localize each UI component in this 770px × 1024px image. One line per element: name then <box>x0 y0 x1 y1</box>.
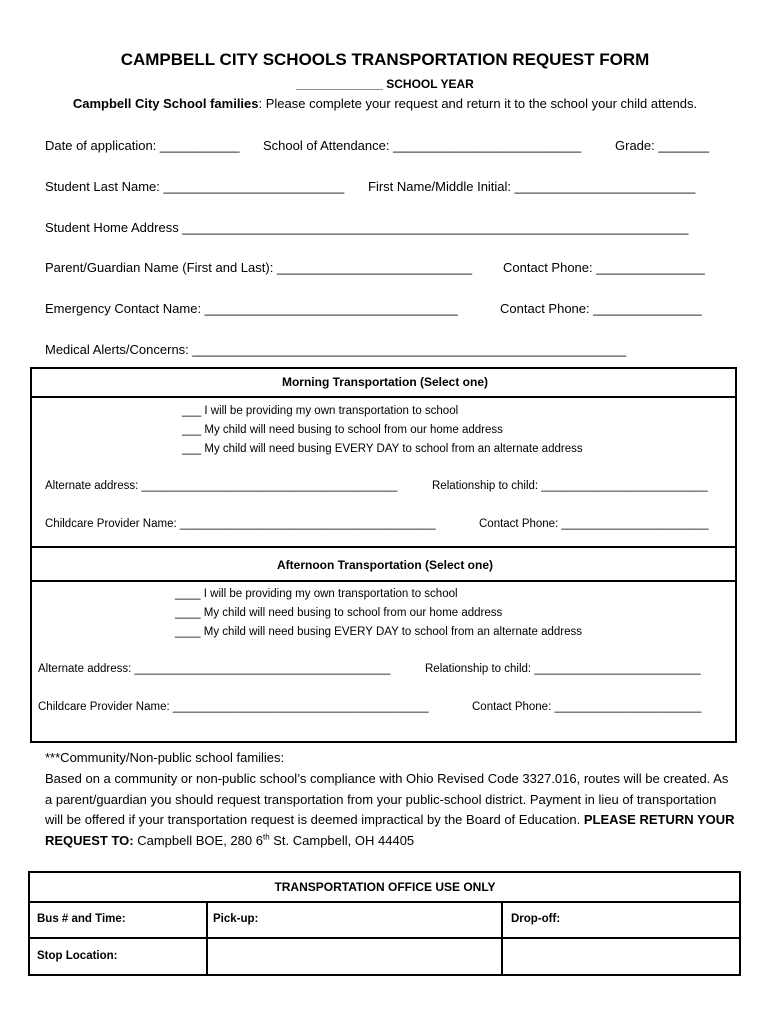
table-divider <box>206 901 208 976</box>
table-divider <box>501 901 503 976</box>
afternoon-heading: Afternoon Transportation (Select one) <box>276 558 493 572</box>
table-divider <box>28 937 741 939</box>
school-year-line: _____________ SCHOOL YEAR <box>296 77 474 91</box>
dropoff-cell[interactable]: Drop-off: <box>511 913 561 925</box>
first-name-field[interactable]: First Name/Middle Initial: _________________________ <box>368 179 696 194</box>
divider <box>30 396 737 398</box>
office-use-heading: TRANSPORTATION OFFICE USE ONLY <box>274 880 496 894</box>
morning-heading: Morning Transportation (Select one) <box>281 375 488 389</box>
student-last-name-field[interactable]: Student Last Name: _________________________ <box>45 179 345 194</box>
community-body: Based on a community or non-public school’s compliance with Ohio Revised Code 3327.016, routes will be created. As a parent/guardian you should request transportation from your public-school district. Payment in lieu of transportation will be offered if your transportation request is deemed impractical by the Board of Education. <box>45 771 729 827</box>
return-address-sup: th <box>262 832 270 842</box>
date-of-application-field[interactable]: Date of application: ___________ <box>45 138 240 153</box>
morning-option-home[interactable]: ___ My child will need busing to school from our home address <box>182 424 503 436</box>
morning-provider-field[interactable]: Childcare Provider Name: ________________________________________ <box>45 518 436 530</box>
divider <box>30 546 737 548</box>
bus-time-cell[interactable]: Bus # and Time: <box>37 913 126 925</box>
morning-provider-phone-field[interactable]: Contact Phone: _______________________ <box>479 518 709 530</box>
afternoon-option-own[interactable]: ____ I will be providing my own transportation to school <box>175 588 458 600</box>
afternoon-provider-field[interactable]: Childcare Provider Name: ________________________________________ <box>38 701 429 713</box>
community-heading: ***Community/Non-public school families: <box>45 750 285 765</box>
community-paragraph <box>45 769 735 851</box>
parent-phone-field[interactable]: Contact Phone: _______________ <box>503 260 705 275</box>
grade-field[interactable]: Grade: _______ <box>615 138 709 153</box>
return-address-pre: Campbell BOE, 280 6 <box>137 832 263 848</box>
return-address <box>137 833 414 848</box>
parent-name-field[interactable]: Parent/Guardian Name (First and Last): ___________________________ <box>45 260 473 275</box>
intro-rest: : Please complete your request and return it to the school your child attends. <box>258 96 698 111</box>
morning-option-alternate[interactable]: ___ My child will need busing EVERY DAY to school from an alternate address <box>182 443 583 455</box>
return-address-post: St. Campbell, OH 44405 <box>269 832 415 848</box>
medical-alerts-field[interactable]: Medical Alerts/Concerns: ____________________________________________________________ <box>45 342 627 357</box>
school-of-attendance-field[interactable]: School of Attendance: __________________________ <box>263 138 582 153</box>
morning-option-own[interactable]: ___ I will be providing my own transportation to school <box>182 405 459 417</box>
table-divider <box>28 901 741 903</box>
stop-location-cell[interactable]: Stop Location: <box>37 950 118 962</box>
pickup-cell[interactable]: Pick-up: <box>213 913 259 925</box>
afternoon-option-alternate[interactable]: ____ My child will need busing EVERY DAY to school from an alternate address <box>175 626 582 638</box>
morning-relationship-field[interactable]: Relationship to child: __________________________ <box>432 480 708 492</box>
afternoon-alternate-address-field[interactable]: Alternate address: ________________________________________ <box>38 663 391 675</box>
afternoon-provider-phone-field[interactable]: Contact Phone: _______________________ <box>472 701 702 713</box>
intro-text <box>0 96 770 111</box>
intro-bold: Campbell City School families <box>72 96 259 111</box>
emergency-contact-field[interactable]: Emergency Contact Name: ___________________________________ <box>45 301 458 316</box>
morning-alternate-address-field[interactable]: Alternate address: ________________________________________ <box>45 480 398 492</box>
divider <box>30 580 737 582</box>
afternoon-option-home[interactable]: ____ My child will need busing to school from our home address <box>175 607 503 619</box>
return-label: PLEASE RETURN YOUR REQUEST TO: <box>45 812 735 848</box>
form-title: CAMPBELL CITY SCHOOLS TRANSPORTATION REQUEST FORM <box>120 50 650 69</box>
home-address-field[interactable]: Student Home Address ______________________________________________________________________ <box>45 220 689 235</box>
afternoon-relationship-field[interactable]: Relationship to child: __________________________ <box>425 663 701 675</box>
emergency-phone-field[interactable]: Contact Phone: _______________ <box>500 301 702 316</box>
